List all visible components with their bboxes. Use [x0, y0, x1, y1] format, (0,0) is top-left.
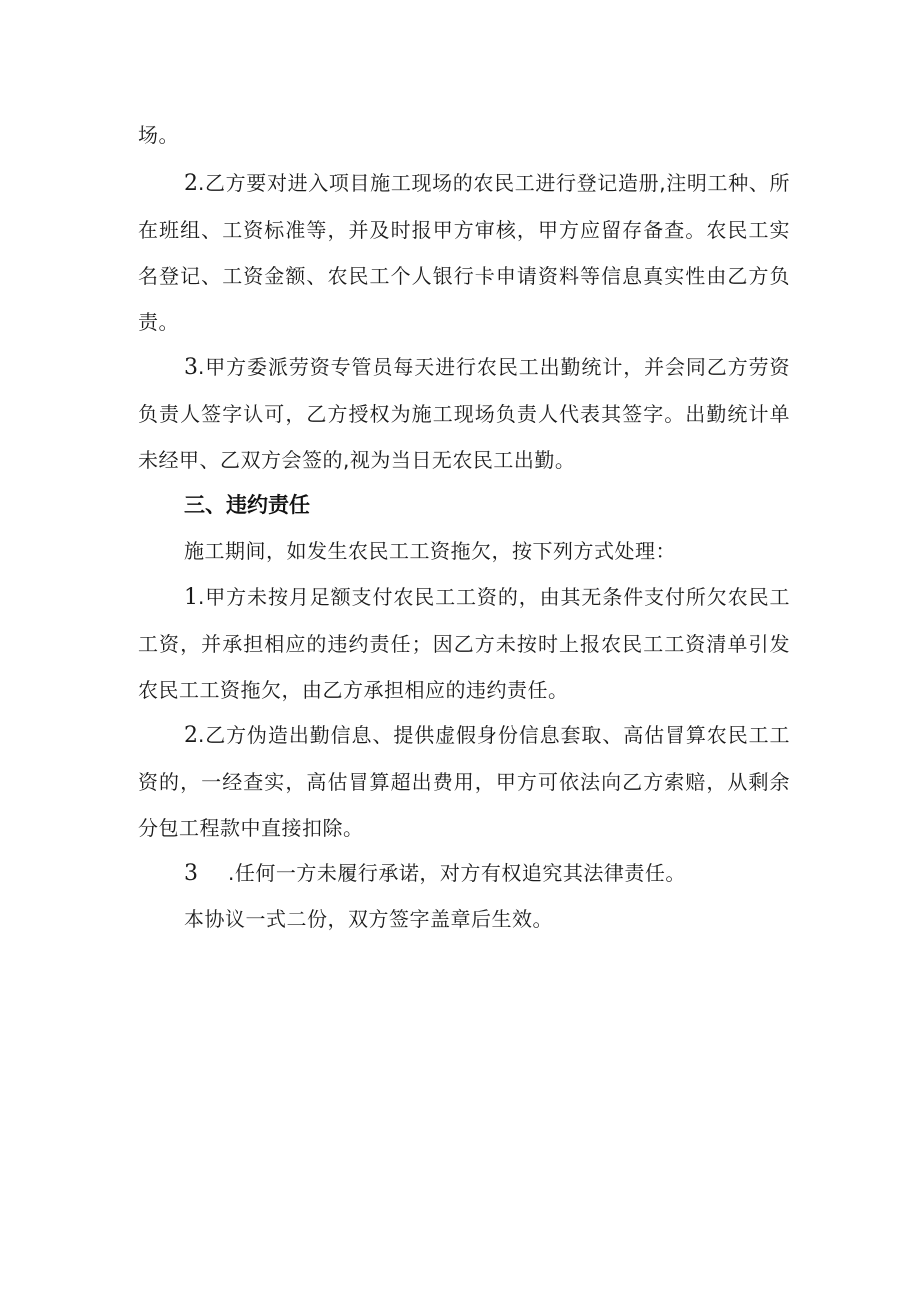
section-heading-breach: 三、违约责任 [184, 493, 310, 517]
clause-text: .乙方伪造出勤信息、提供虚假身份信息套取、高估冒算农民工工资的，一经查实，高估冒算超出费用，甲方可依法向乙方索赔，从剩余分包工程款中直接扣除。 [138, 723, 790, 840]
paragraph-text: 施工期间，如发生农民工工资拖欠，按下列方式处理： [184, 539, 676, 563]
clause-text: .任何一方未履行承诺，对方有权追究其法律责任。 [228, 861, 686, 885]
breach-item-1 [138, 574, 790, 713]
clause-3-attendance [138, 344, 790, 483]
clause-2-registration [138, 160, 790, 345]
clause-number: 1 [184, 585, 198, 610]
clause-number: 2 [184, 171, 198, 196]
clause-number: 3 [184, 861, 198, 886]
paragraph-text: 场。 [138, 123, 179, 147]
breach-item-3 [138, 850, 790, 897]
paragraph-text: 本协议一式二份，双方签字盖章后生效。 [184, 907, 553, 931]
clause-number: 2 [184, 723, 198, 748]
section-intro [138, 528, 790, 574]
breach-item-2 [138, 712, 790, 851]
clause-text: .甲方未按月足额支付农民工工资的，由其无条件支付所欠农民工工资，并承担相应的违约责任；因乙方未按时上报农民工工资清单引发农民工工资拖欠，由乙方承担相应的违约责任。 [138, 585, 790, 702]
clause-text: .甲方委派劳资专管员每天进行农民工出勤统计，并会同乙方劳资负责人签字认可，乙方授权为施工现场负责人代表其签字。出勤统计单未经甲、乙双方会签的,视为当日无农民工出勤。 [138, 355, 790, 472]
closing-statement [138, 896, 790, 942]
clause-text: .乙方要对进入项目施工现场的农民工进行登记造册,注明工种、所在班组、工资标准等，并及时报甲方审核，甲方应留存备查。农民工实名登记、工资金额、农民工个人银行卡申请资料等信息真实性由乙方负责。 [138, 171, 790, 334]
paragraph-continuation [138, 112, 790, 158]
clause-number: 3 [184, 355, 198, 380]
